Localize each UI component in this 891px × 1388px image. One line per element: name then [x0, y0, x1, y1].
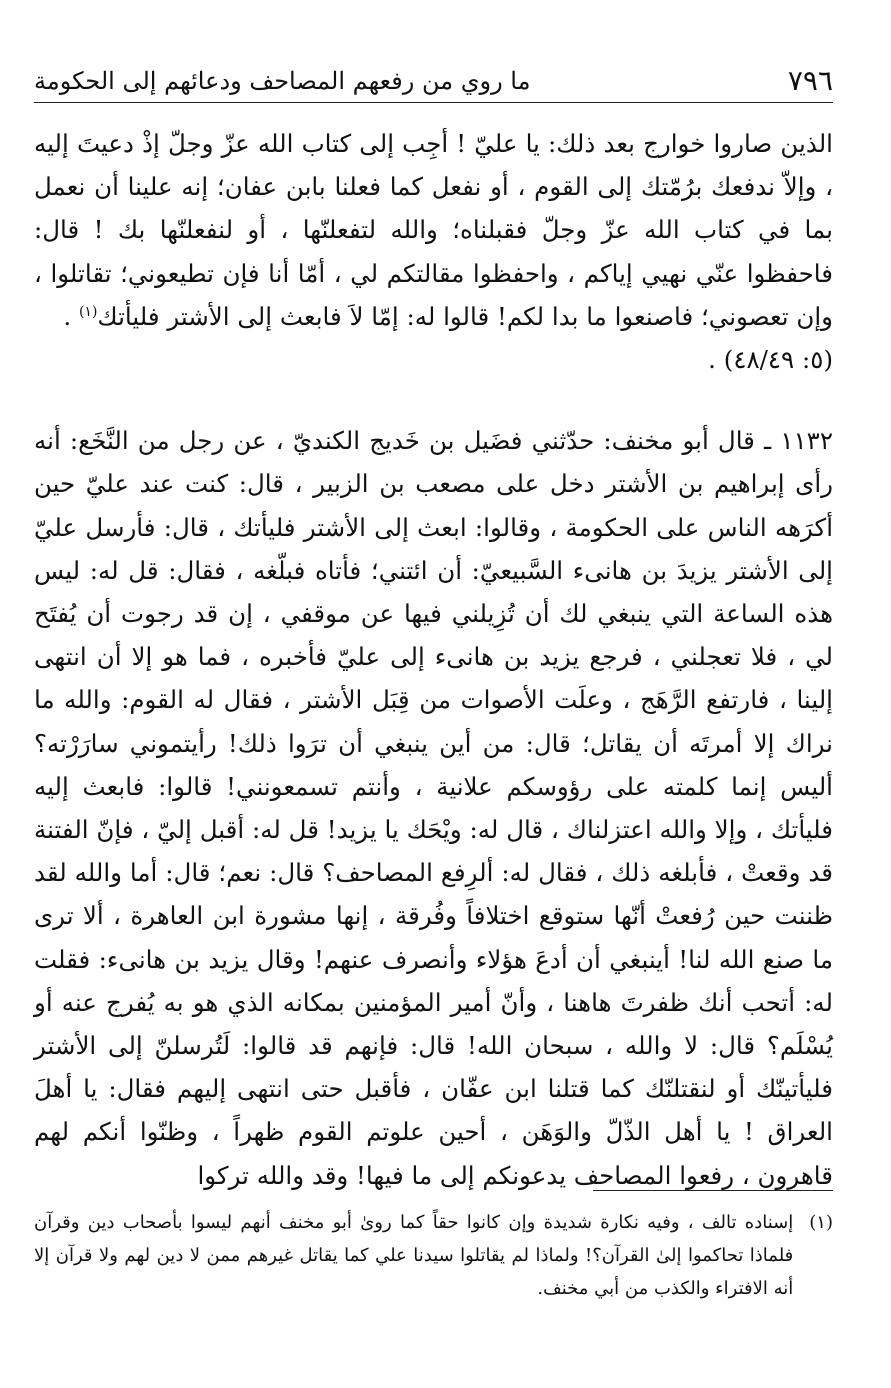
footnote-text: إسناده تالف ، وفيه نكارة شديدة وإن كانوا حقاً كما روىٰ أبو مخنف أنهم ليسوا بأصحاب دين وقرآن فلماذا تحاكموا إلىٰ القرآن؟! ولماذا لم يقاتلوا سيدنا علي كما يقاتل غيرهم ممن لا دين لهم ولا قرآن إلا أنه الافتراء والكذب من أبي مخنف.: [34, 1212, 794, 1299]
paragraph-1-text: الذين صاروا خوارج بعد ذلك: يا عليّ ! أجِب إلى كتاب الله عزّ وجلّ إذْ دعيتَ إليه ، وإلاّ ندفعك برُمّتك إلى القوم ، أو نفعل كما فعلنا بابن عفان؛ إنه علينا أن نعمل بما في كتاب الله عزّ وجلّ فقبلناه؛ والله لتفعلنّها ، أو لنفعلنّها بك ! قال: فاحفظوا عنّي نهيي إياكم ، واحفظوا مقالتكم لي ، أمّا أنا فإن تطيعوني؛ تقاتلوا ، وإن تعصوني؛ فاصنعوا ما بدا لكم! قالوا له: إمّا لاَ فابعث إلى الأشتر فليأتك: [34, 129, 833, 331]
running-title: ما روي من رفعهم المصاحف ودعائهم إلى الحكومة: [34, 67, 531, 95]
footnote-reference-mark[interactable]: (١): [78, 303, 98, 320]
paragraph-1: [34, 122, 833, 338]
paragraph-1-reference: (٥: ٤٨/٤٩) .: [708, 345, 833, 375]
page-header: [34, 58, 833, 103]
page-number: ٧٩٦: [787, 64, 833, 97]
paragraph-2: ١١٣٢ ـ قال أبو مخنف: حدّثني فضَيل بن خَديج الكنديّ ، عن رجل من النَّخَع: أنه رأى إبراهيم بن الأشتر دخل على مصعب بن الزبير ، قال: كنت عند عليّ حين أكرَهه الناس على الحكومة ، وقالوا: ابعث إلى الأشتر فليأتك ، قال: فأرسل عليّ إلى الأشتر يزيدَ بن هانىء السَّبيعيّ: أن ائتني؛ فأتاه فبلّغه ، فقال: قل له: ليس هذه الساعة التي ينبغي لك أن تُزِيلني فيها عن موقفي ، إن قد رجوت أن يُفتَح لي ، فلا تعجلني ، فرجع يزيد بن هانىء إلى عليّ فأخبره ، فما هو إلا أن انتهى إلينا ، فارتفع الرَّهَج ، وعلَت الأصوات من قِبَل الأشتر ، فقال له القوم: والله ما نراك إلا أمرتَه أن يقاتل؛ قال: من أين ينبغي أن ترَوا ذلك! رأيتموني سارَرْته؟ أليس إنما كلمته على رؤوسكم علانية ، وأنتم تسمعونني! قالوا: فابعث إليه فليأتك ، وإلا والله اعتزلناك ، قال له: ويْحَك يا يزيد! قل له: أقبل إليّ ، فإنّ الفتنة قد وقعتْ ، فأبلغه ذلك ، فقال له: ألرِفع المصاحف؟ قال: نعم؛ قال: أما والله لقد ظننت حين رُفعتْ أنّها ستوقع اختلافاً وفُرقة ، إنها مشورة ابن العاهرة ، ألا ترى ما صنع الله لنا! أينبغي أن أدعَ هؤلاء وأنصرف عنهم! وقال يزيد بن هانىء: فقلت له: أتحب أنك ظفرتَ هاهنا ، وأنّ أمير المؤمنين بمكانه الذي هو به يُفرج عنه أو يُسْلَم؟ قال: لا والله ، سبحان الله! قال: فإنهم قد قالوا: لَتُرسلنّ إلى الأشتر فليأتينّك أو لنقتلنّك كما قتلنا ابن عفّان ، فأقبل حتى انتهى إليهم فقال: يا أهلَ العراق ! يا أهل الذّلّ والوَهَن ، أحين علوتم القوم ظهراً ، وظنّوا أنكم لهم قاهرون ، رفعوا المصاحف يدعونكم إلى ما فيها! وقد والله تركوا: [34, 426, 833, 1190]
footnote-number: (١): [809, 1212, 833, 1233]
footnote: [34, 1206, 833, 1305]
paragraph-spacer: [34, 381, 833, 419]
footnote-divider: [593, 1190, 833, 1191]
paragraph-1-end: .: [63, 301, 79, 331]
body-text: [34, 122, 833, 1197]
